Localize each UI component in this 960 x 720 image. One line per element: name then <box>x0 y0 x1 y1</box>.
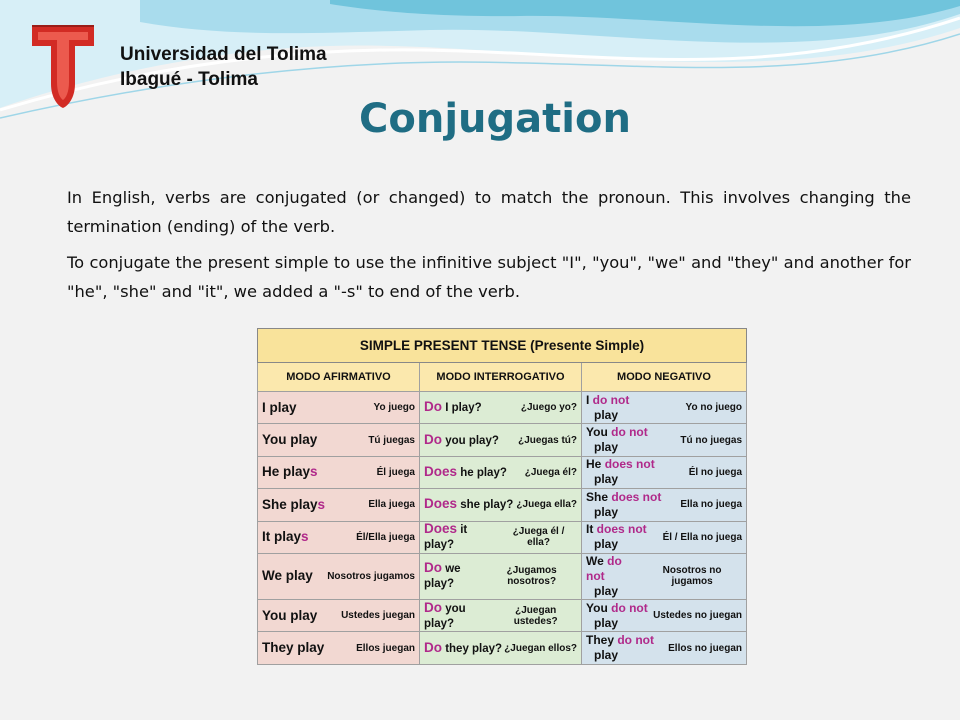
affirmative-verb: You play <box>262 607 318 623</box>
affirmative-spanish: Nosotros jugamos <box>327 570 415 582</box>
negative-verb: play <box>594 648 619 663</box>
table-caption: SIMPLE PRESENT TENSE (Presente Simple) <box>258 329 747 363</box>
interrogative-cell <box>420 521 582 553</box>
affirmative-verb: They play <box>262 640 325 656</box>
negative-cell <box>582 424 747 456</box>
interrogative-cell <box>420 553 582 599</box>
negative-cell <box>582 489 747 521</box>
interrogative-rest: she play? <box>457 499 514 512</box>
negative-english <box>586 490 661 520</box>
negative-english <box>586 633 654 663</box>
interrogative-spanish: ¿Juega él? <box>524 466 577 478</box>
paragraph-rule: To conjugate the present simple to use the infinitive subject "I", "you", "we" and "they" and another for "he", "she" and "it", we added a "-s" to end of the verb. <box>67 253 911 301</box>
affirmative-spanish: Ustedes juegan <box>341 610 415 622</box>
city-name: Ibagué - Tolima <box>120 69 258 90</box>
affirmative-verb: We play <box>262 568 313 584</box>
interrogative-english <box>424 561 486 591</box>
interrogative-rest: they play? <box>442 642 503 655</box>
interrogative-auxiliary: Do <box>424 639 442 655</box>
affirmative-cell <box>258 521 420 553</box>
affirmative-cell <box>258 599 420 631</box>
affirmative-spanish: Él/Ella juega <box>356 531 415 543</box>
interrogative-english <box>424 400 482 415</box>
negative-verb: play <box>594 407 619 422</box>
affirmative-english <box>262 465 318 479</box>
interrogative-cell <box>420 489 582 521</box>
negative-subject: You <box>586 425 612 440</box>
negative-auxiliary: does not <box>604 457 655 472</box>
negative-verb: play <box>594 440 619 455</box>
page-title: Conjugation <box>359 96 631 142</box>
negative-spanish: Yo no juego <box>685 402 743 414</box>
affirmative-cell <box>258 489 420 521</box>
interrogative-auxiliary: Do <box>424 399 442 415</box>
affirmative-english <box>262 530 309 544</box>
affirmative-english <box>262 498 325 512</box>
affirmative-verb: It play <box>262 529 302 545</box>
negative-english <box>586 457 655 487</box>
interrogative-cell <box>420 456 582 488</box>
negative-subject: It <box>586 522 597 537</box>
interrogative-spanish: ¿Juega ella? <box>516 499 577 511</box>
interrogative-spanish: ¿Juegas tú? <box>518 434 577 446</box>
table-row <box>258 521 747 553</box>
negative-subject: I <box>586 392 593 407</box>
affirmative-spanish: Ella juega <box>368 499 415 511</box>
interrogative-auxiliary: Do <box>424 599 442 615</box>
interrogative-auxiliary: Does <box>424 521 458 537</box>
affirmative-verb: I play <box>262 399 297 415</box>
affirmative-cell <box>258 553 420 599</box>
interrogative-spanish: ¿Jugamos nosotros? <box>506 565 557 588</box>
negative-subject: We <box>586 553 608 568</box>
affirmative-english <box>262 433 317 447</box>
negative-spanish: Nosotros no jugamos <box>662 565 722 588</box>
affirmative-cell <box>258 456 420 488</box>
negative-verb: play <box>594 504 619 519</box>
negative-spanish: Ellos no juegan <box>668 642 743 654</box>
interrogative-cell <box>420 424 582 456</box>
affirmative-verb: She play <box>262 496 318 512</box>
interrogative-auxiliary: Do <box>424 560 442 576</box>
interrogative-rest: you play? <box>442 434 499 447</box>
negative-auxiliary: does not <box>611 489 662 504</box>
body-text <box>67 183 911 313</box>
interrogative-rest: we play? <box>424 563 461 591</box>
negative-subject: You <box>586 600 612 615</box>
interrogative-auxiliary: Do <box>424 431 442 447</box>
interrogative-rest: you play? <box>424 602 466 630</box>
affirmative-verb: He play <box>262 464 311 480</box>
table-row <box>258 599 747 631</box>
negative-cell <box>582 599 747 631</box>
interrogative-rest: it play? <box>424 524 468 552</box>
negative-spanish: Ella no juega <box>680 499 743 511</box>
negative-auxiliary: do not <box>617 633 654 648</box>
negative-english <box>586 522 647 552</box>
interrogative-spanish: ¿Juego yo? <box>520 402 577 414</box>
negative-english <box>586 601 648 631</box>
table-row <box>258 456 747 488</box>
table-row <box>258 392 747 424</box>
interrogative-auxiliary: Does <box>424 463 458 479</box>
affirmative-english <box>262 569 313 583</box>
paragraph-intro: In English, verbs are conjugated (or changed) to match the pronoun. This involves changing the termination (ending) of the verb. <box>67 188 911 236</box>
conjugation-table <box>257 328 747 665</box>
column-header-negative: MODO NEGATIVO <box>582 363 747 392</box>
affirmative-cell <box>258 424 420 456</box>
interrogative-spanish: ¿Juegan ustedes? <box>513 604 558 627</box>
interrogative-spanish: ¿Juegan ellos? <box>504 642 577 654</box>
affirmative-english <box>262 609 317 623</box>
institution-name <box>120 42 327 92</box>
negative-spanish: Él / Ella no juega <box>662 531 743 543</box>
negative-auxiliary: do not <box>586 553 622 583</box>
affirmative-cell <box>258 632 420 664</box>
negative-auxiliary: do not <box>611 600 648 615</box>
negative-spanish: Él no juega <box>688 466 743 478</box>
table-body <box>258 392 747 665</box>
interrogative-english <box>424 497 513 512</box>
affirmative-spanish: Tú juegas <box>368 434 415 446</box>
negative-english <box>586 393 629 423</box>
negative-auxiliary: do not <box>592 392 630 407</box>
negative-cell <box>582 392 747 424</box>
affirmative-s-ending: s <box>301 529 309 545</box>
negative-verb: play <box>594 537 619 552</box>
interrogative-english <box>424 601 494 631</box>
affirmative-spanish: Ellos juegan <box>356 642 415 654</box>
interrogative-rest: he play? <box>457 466 507 479</box>
affirmative-verb: You play <box>262 432 318 448</box>
affirmative-spanish: Yo juego <box>373 402 415 414</box>
affirmative-cell <box>258 392 420 424</box>
interrogative-auxiliary: Does <box>424 496 458 512</box>
table-row <box>258 632 747 664</box>
affirmative-s-ending: s <box>317 496 326 512</box>
negative-verb: play <box>594 472 619 487</box>
negative-verb: play <box>594 615 619 630</box>
university-name: Universidad del Tolima <box>120 44 327 65</box>
interrogative-spanish: ¿Juega él / ella? <box>512 526 565 549</box>
affirmative-spanish: Él juega <box>376 466 415 478</box>
negative-spanish: Tú no juegas <box>680 434 743 446</box>
affirmative-english <box>262 641 324 655</box>
negative-spanish: Ustedes no juegan <box>653 610 743 622</box>
interrogative-english <box>424 433 499 448</box>
interrogative-english <box>424 641 502 656</box>
negative-english <box>586 554 642 599</box>
negative-cell <box>582 456 747 488</box>
negative-subject: She <box>586 489 612 504</box>
table-row <box>258 489 747 521</box>
negative-subject: They <box>586 633 618 648</box>
interrogative-cell <box>420 632 582 664</box>
negative-cell <box>582 632 747 664</box>
negative-subject: He <box>586 457 605 472</box>
negative-cell <box>582 521 747 553</box>
interrogative-english <box>424 522 500 552</box>
interrogative-cell <box>420 599 582 631</box>
affirmative-s-ending: s <box>310 464 318 480</box>
column-header-interrogative: MODO INTERROGATIVO <box>420 363 582 392</box>
negative-cell <box>582 553 747 599</box>
table-row <box>258 553 747 599</box>
negative-auxiliary: do not <box>611 425 648 440</box>
interrogative-rest: I play? <box>442 402 482 415</box>
negative-english <box>586 425 648 455</box>
negative-auxiliary: does not <box>596 522 647 537</box>
negative-verb: play <box>594 583 619 598</box>
column-header-affirmative: MODO AFIRMATIVO <box>258 363 420 392</box>
table-row <box>258 424 747 456</box>
interrogative-english <box>424 465 507 480</box>
interrogative-cell <box>420 392 582 424</box>
affirmative-english <box>262 401 297 415</box>
